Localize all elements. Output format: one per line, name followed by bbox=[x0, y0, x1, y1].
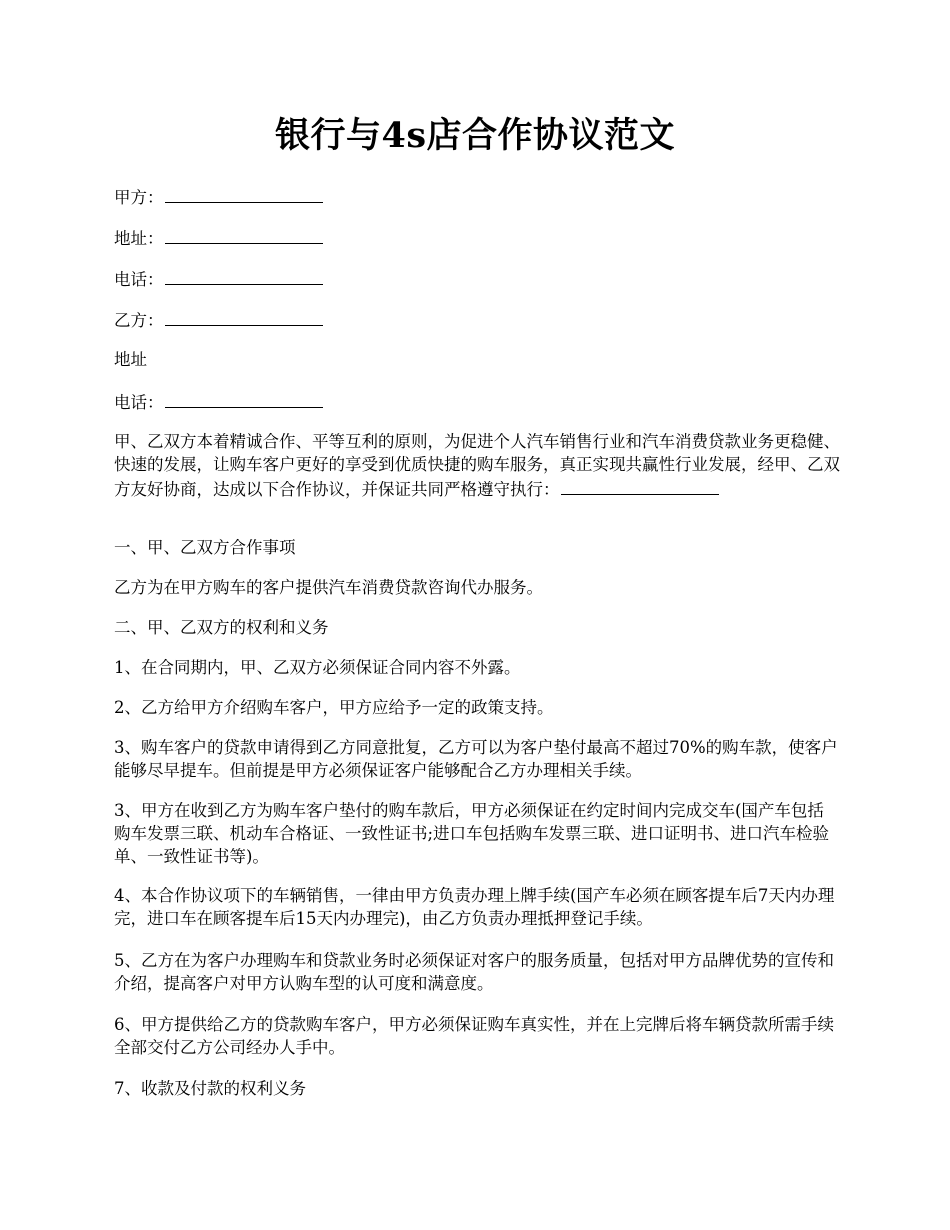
fill-blank bbox=[165, 389, 323, 408]
field-label: 甲方： bbox=[114, 188, 164, 207]
clause-3b: 3、甲方在收到乙方为购车客户垫付的购车款后，甲方必须保证在约定时间内完成交车(国产车包括购车发票三联、机动车合格证、一致性证书;进口车包括购车发票三联、进口证明书、进口汽车检验单、一致性证书等)。 bbox=[114, 801, 830, 866]
field-label: 乙方： bbox=[114, 311, 164, 330]
fill-blank bbox=[165, 184, 323, 203]
clause-4: 4、本合作协议项下的车辆销售，一律由甲方负责办理上牌手续(国产车必须在顾客提车后7天内办理完，进口车在顾客提车后15天内办理完)，由乙方负责办理抵押登记手续。 bbox=[114, 886, 835, 928]
document-title: 银行与4s店合作协议范文 bbox=[274, 115, 676, 156]
clause-6: 6、甲方提供给乙方的贷款购车客户，甲方必须保证购车真实性，并在上完牌后将车辆贷款所需手续全部交付乙方公司经办人手中。 bbox=[114, 1015, 834, 1057]
clause-5: 5、乙方在为客户办理购车和贷款业务时必须保证对客户的服务质量，包括对甲方品牌优势的宣传和介绍，提高客户对甲方认购车型的认可度和满意度。 bbox=[114, 951, 834, 993]
clause-3a: 3、购车客户的贷款申请得到乙方同意批复，乙方可以为客户垫付最高不超过70%的购车款，使客户能够尽早提车。但前提是甲方必须保证客户能够配合乙方办理相关手续。 bbox=[114, 738, 838, 780]
section-heading-2: 二、甲、乙双方的权利和义务 bbox=[114, 618, 329, 637]
field-label: 电话： bbox=[114, 270, 164, 289]
field-party-a bbox=[114, 184, 840, 209]
field-phone-a bbox=[114, 266, 840, 291]
fill-blank bbox=[561, 476, 599, 495]
fill-blank bbox=[165, 307, 323, 326]
clause-7: 7、收款及付款的权利义务 bbox=[114, 1079, 306, 1098]
clause-2: 2、乙方给甲方介绍购车客户，甲方应给予一定的政策支持。 bbox=[114, 698, 554, 717]
field-label: 地址 bbox=[114, 350, 147, 369]
field-phone-b bbox=[114, 389, 840, 414]
field-label: 电话： bbox=[114, 393, 164, 412]
paragraph: 乙方为在甲方购车的客户提供汽车消费贷款咨询代办服务。 bbox=[114, 578, 543, 597]
fill-blank bbox=[165, 266, 323, 285]
field-address-b bbox=[114, 348, 840, 371]
clause-1: 1、在合同期内，甲、乙双方必须保证合同内容不外露。 bbox=[114, 658, 521, 677]
section-heading-1: 一、甲、乙双方合作事项 bbox=[114, 538, 296, 557]
fill-blank bbox=[599, 476, 719, 495]
field-party-b bbox=[114, 307, 840, 332]
fill-blank bbox=[165, 225, 323, 244]
field-address-a bbox=[114, 225, 840, 250]
intro-text: 甲、乙双方本着精诚合作、平等互利的原则，为促进个人汽车销售行业和汽车消费贷款业务更稳健、快速的发展，让购车客户更好的享受到优质快捷的购车服务，真正实现共赢性行业发展，经甲、乙双方友好协商，达成以下合作协议，并保证共同严格遵守执行： bbox=[114, 432, 840, 499]
intro-paragraph bbox=[114, 430, 840, 501]
field-label: 地址： bbox=[114, 229, 164, 248]
